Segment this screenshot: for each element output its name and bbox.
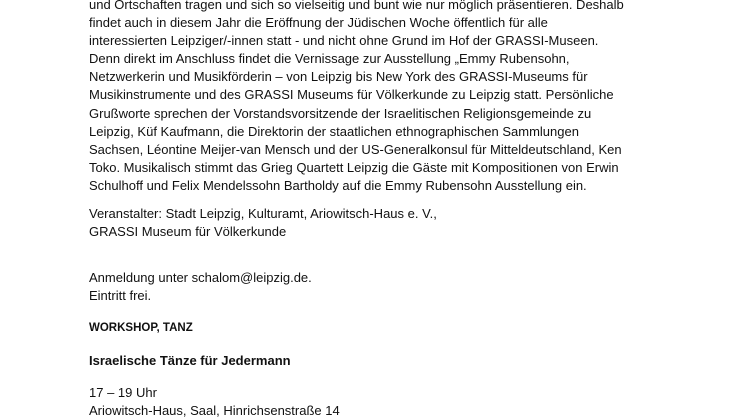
document-page [89, 0, 729, 420]
event-time: 17 – 19 Uhr [89, 384, 157, 400]
spacer [89, 241, 729, 259]
organizer-block [89, 205, 729, 241]
paragraph-line: findet auch in diesem Jahr die Eröffnung der Jüdischen Woche öffentlich für alle [89, 15, 548, 31]
admission-line: Eintritt frei. [89, 288, 152, 304]
spacer [89, 370, 729, 384]
spacer [89, 195, 729, 205]
paragraph-line: Schulhoff und Felix Mendelssohn Bartholdy auf die Emmy Rubensohn Ausstellung ein. [89, 177, 587, 193]
paragraph-line: Netzwerkerin und Musikförderin – von Leipzig bis New York des GRASSI-Museums für [89, 69, 588, 85]
event-title: Israelische Tänze für Jedermann [89, 352, 291, 368]
event-description-paragraph [89, 0, 729, 195]
registration-block [89, 269, 729, 305]
event-category: WORKSHOP, TANZ [89, 322, 193, 335]
paragraph-line: Sachsen, Léontine Meijer-van Mensch und der US-Generalkonsul für Mitteldeutschland, Ken [89, 141, 622, 157]
paragraph-line: interessierten Leipziger/-innen statt - und nicht ohne Grund im Hof der GRASSI-Museen. [89, 33, 599, 49]
paragraph-line: Toko. Musikalisch stimmt das Grieg Quartett Leipzig die Gäste mit Kompositionen von Erwin [89, 159, 619, 175]
spacer [89, 305, 729, 319]
paragraph-line: Grußworte sprechen der Vorstandsvorsitzende der Israelitischen Religionsgemeinde zu [89, 105, 592, 121]
registration-line: Anmeldung unter schalom@leipzig.de. [89, 270, 312, 286]
spacer [89, 338, 729, 352]
paragraph-line: Musikinstrumente und des GRASSI Museums für Völkerkunde zu Leipzig statt. Persönliche [89, 87, 614, 103]
paragraph-line: Leipzig, Küf Kaufmann, die Direktorin der staatlichen ethnographischen Sammlungen [89, 123, 579, 139]
paragraph-line: und Ortschaften tragen und sich so vielseitig und bunt wie nur möglich präsentieren. Deshalb [89, 0, 624, 12]
paragraph-line: Denn direkt im Anschluss findet die Vernissage zur Ausstellung „Emmy Rubensohn, [89, 51, 570, 67]
spacer [89, 259, 729, 269]
organizer-line: Veranstalter: Stadt Leipzig, Kulturamt, Ariowitsch-Haus e. V., [89, 206, 437, 222]
organizer-line: GRASSI Museum für Völkerkunde [89, 224, 287, 240]
event-location: Ariowitsch-Haus, Saal, Hinrichsenstraße 14 [89, 402, 340, 418]
